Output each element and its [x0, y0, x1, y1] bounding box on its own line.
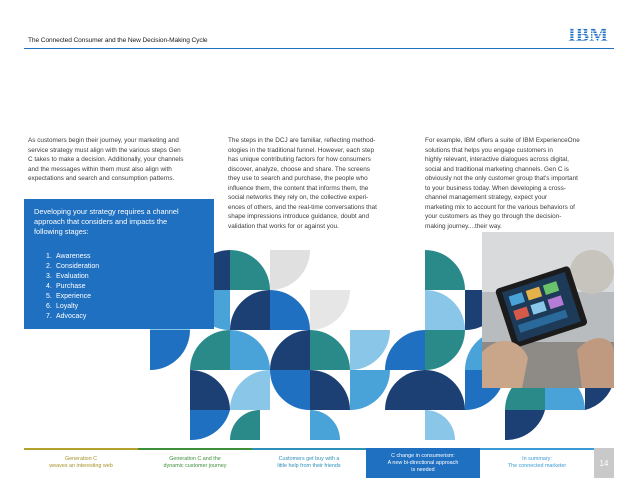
tab-generation-c[interactable]	[24, 448, 138, 478]
example-line: highly relevant, interactive dialogues across digital,	[425, 156, 569, 163]
stage-number: 1.	[46, 252, 52, 260]
example-line: social and traditional marketing channels. Gen C is	[425, 165, 569, 173]
steps-line: they use to search and purchase, the people who	[228, 175, 368, 182]
stage-item	[46, 272, 204, 282]
steps-line: social networks they rely on, the collective experi-	[228, 194, 369, 201]
stage-item	[46, 252, 204, 262]
tab-accent-bar	[252, 448, 366, 450]
tab-friends-help[interactable]	[252, 448, 366, 478]
steps-line: influence them, the content that informs them, the	[228, 184, 369, 192]
tab-customer-journey[interactable]	[138, 448, 252, 478]
intro-line: expectations and search and consumption patterns.	[28, 175, 175, 182]
steps-line: discover, analyze, choose and share. The screens	[228, 165, 370, 173]
stage-item	[46, 262, 204, 272]
tablet-photo	[482, 232, 614, 388]
example-line: making journey....their way.	[425, 222, 502, 230]
callout-intro-line: Developing your strategy requires a channel	[34, 207, 179, 216]
tab-accent-bar	[138, 448, 252, 450]
example-line: obviously not the only customer group that's important	[425, 175, 578, 182]
example-line: your customers as they go through the decision-	[425, 213, 562, 220]
intro-line: and the messages within them must also align with	[28, 165, 172, 173]
stage-label: Evaluation	[56, 272, 89, 280]
tab-accent-bar	[24, 448, 138, 450]
stage-item	[46, 292, 204, 302]
stage-label: Purchase	[56, 282, 86, 290]
tab-label-line: Generation C	[64, 456, 98, 462]
callout-intro-line: following stages:	[34, 227, 89, 237]
example-line: solutions that helps you engage customers in	[425, 146, 553, 154]
stages-list	[34, 252, 204, 322]
stage-number: 4.	[46, 282, 52, 290]
callout-intro	[34, 207, 204, 238]
steps-line: ences of others, and the real-time conversations that	[228, 203, 377, 211]
example-line: For example, IBM offers a suite of IBM ExperienceOne	[425, 137, 580, 144]
stage-item	[46, 312, 204, 322]
stage-number: 3.	[46, 272, 52, 280]
example-line: to your business today. When developing a cross-	[425, 184, 566, 192]
tab-label-line: is needed	[411, 466, 435, 473]
stage-label: Consideration	[56, 262, 100, 270]
intro-line: service strategy must align with the various steps Gen	[28, 146, 181, 154]
stage-label: Advocacy	[56, 312, 87, 320]
intro-line: C takes to make a decision. Additionally, your channels	[28, 156, 184, 163]
page-number: 14	[594, 448, 614, 478]
stages-callout	[24, 199, 214, 329]
steps-line: has unique contributing factors for how consumers	[228, 156, 371, 163]
tab-label-line: In summary:	[522, 456, 552, 462]
tab-label-line: weaves an interesting web	[49, 463, 113, 469]
stage-number: 5.	[46, 292, 52, 300]
tab-label-line: C change in consumerism:	[391, 452, 455, 459]
document-title: The Connected Consumer and the New Decision-Making Cycle	[28, 37, 208, 44]
stage-number: 6.	[46, 302, 52, 310]
footer-navigation	[24, 448, 614, 480]
example-line: channel management strategy, expect your	[425, 194, 548, 201]
example-line: marketing mix to account for the various behaviors of	[425, 203, 575, 211]
tab-label-line: The connected marketer	[507, 463, 567, 469]
ibm-logo-text: IBM	[568, 24, 608, 44]
tab-label-line: A new bi-directional approach	[387, 459, 459, 466]
stage-number: 7.	[46, 312, 52, 320]
stage-label: Loyalty	[56, 302, 79, 310]
steps-line: shape impressions introduce guidance, doubt and	[228, 213, 370, 220]
tab-summary[interactable]	[480, 448, 594, 478]
stage-number: 2.	[46, 262, 52, 270]
tab-accent-bar	[480, 448, 594, 450]
stage-label: Experience	[56, 292, 92, 300]
tab-c-change-active[interactable]	[366, 448, 480, 478]
stage-label: Awareness	[56, 252, 91, 260]
steps-line: validation that works for or against you.	[228, 222, 339, 230]
steps-line: The steps in the DCJ are familiar, reflecting method-	[228, 137, 376, 144]
stage-item	[46, 282, 204, 292]
tab-label-line: Customers get buy with a	[278, 456, 340, 462]
tab-label-line: dynamic customer journey	[163, 463, 227, 469]
callout-intro-line: approach that considers and impacts the	[34, 217, 168, 227]
tab-label-line: little help from their friends	[277, 463, 341, 469]
steps-line: ologies in the traditional funnel. However, each step	[228, 146, 375, 154]
stage-item	[46, 302, 204, 312]
intro-line: As customers begin their journey, your marketing and	[28, 137, 179, 144]
tab-label-line: Generation C and the	[169, 456, 221, 462]
